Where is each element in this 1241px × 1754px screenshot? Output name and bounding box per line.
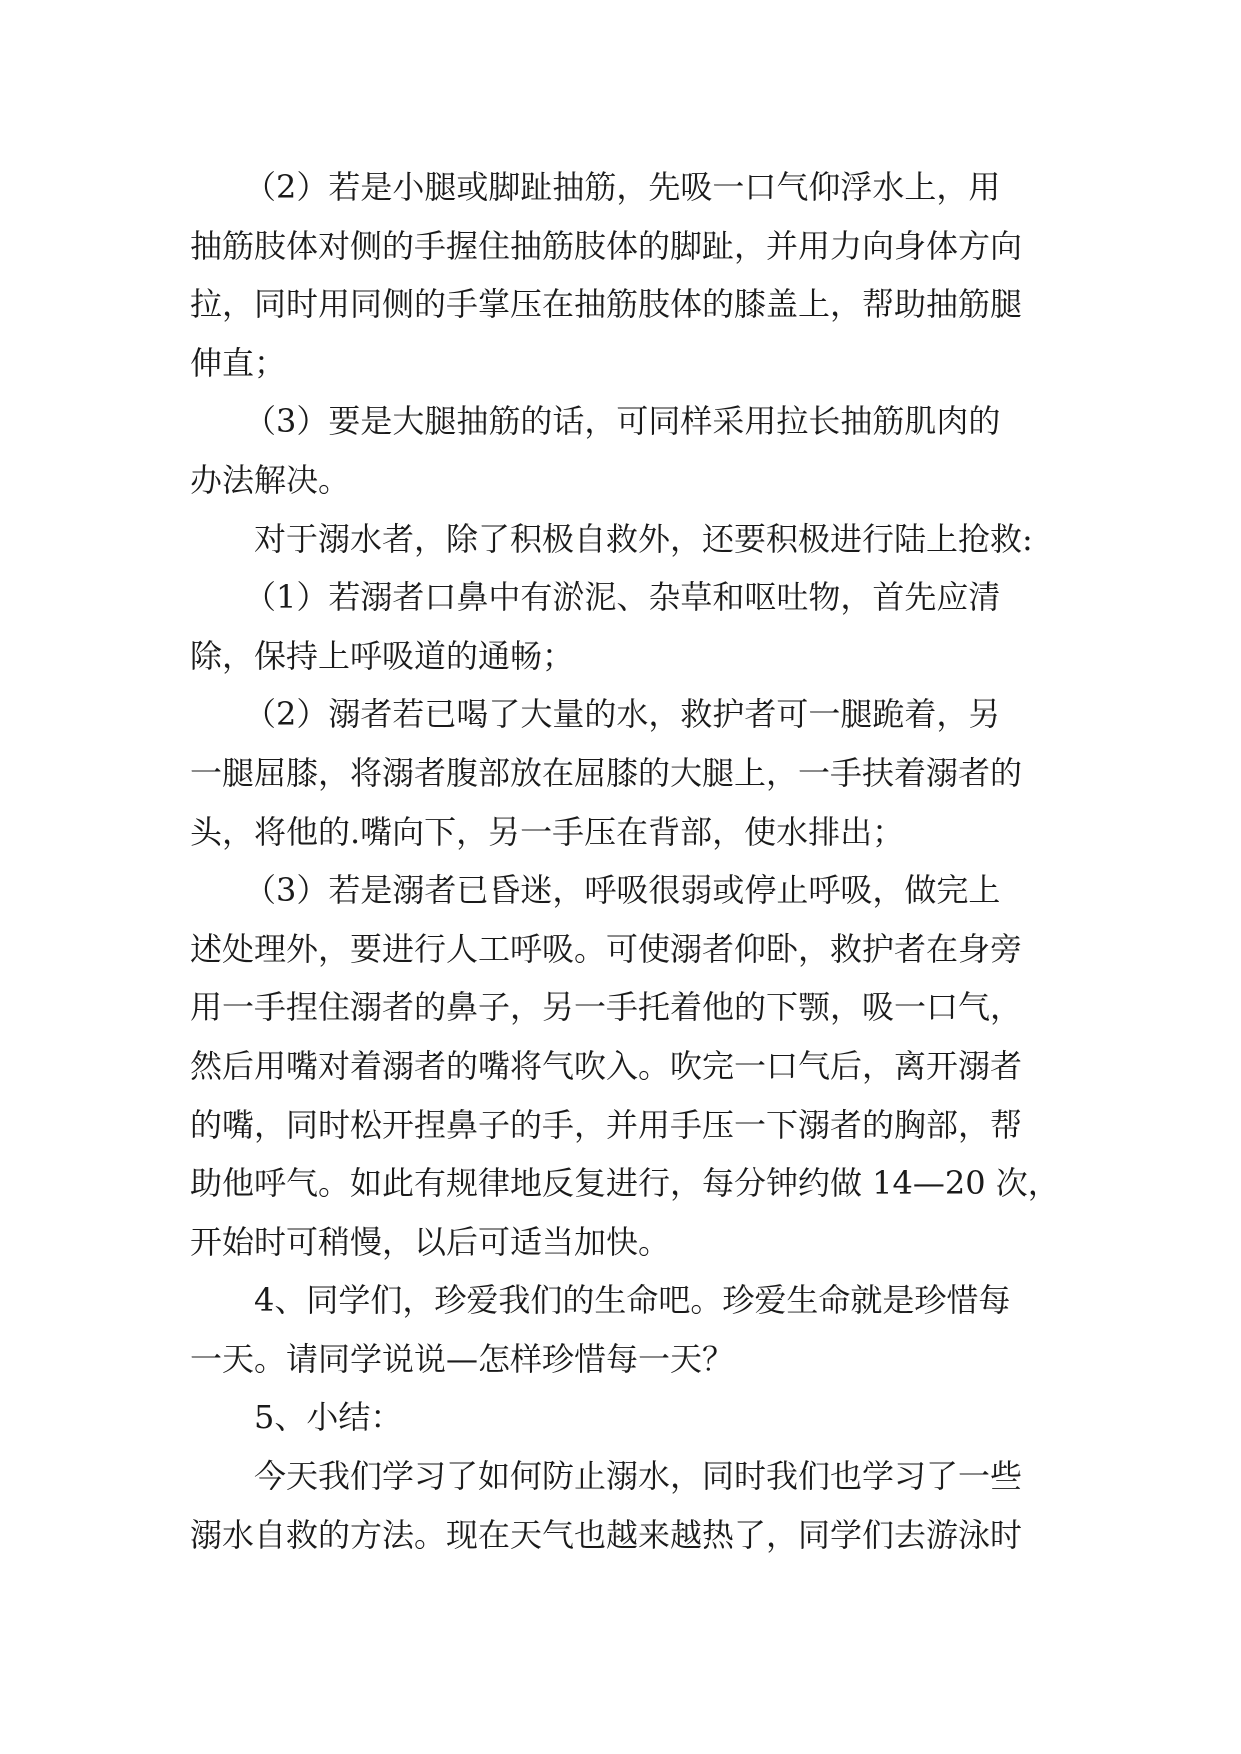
text-line: 除，保持上呼吸道的通畅；: [190, 636, 575, 675]
text-line: 一腿屈膝，将溺者腹部放在屈膝的大腿上，一手扶着溺者的: [190, 753, 1023, 792]
text-line: 溺水自救的方法。现在天气也越来越热了，同学们去游泳时: [190, 1515, 1023, 1554]
text-line: 4、同学们，珍爱我们的生命吧。珍爱生命就是珍惜每: [254, 1281, 1011, 1320]
text-line: 5、小结：: [254, 1398, 403, 1437]
document-body: [190, 158, 1060, 1564]
text-line: 办法解决。: [190, 460, 351, 499]
text-line: 拉，同时用同侧的手掌压在抽筋肢体的膝盖上，帮助抽筋腿: [190, 285, 1023, 324]
text-line: 开始时可稍慢，以后可适当加快。: [190, 1222, 671, 1261]
text-line: 的嘴，同时松开捏鼻子的手，并用手压一下溺者的胸部，帮: [190, 1105, 1023, 1144]
text-line: 对于溺水者，除了积极自救外，还要积极进行陆上抢救:: [254, 519, 1033, 558]
text-line: 抽筋肢体对侧的手握住抽筋肢体的脚趾，并用力向身体方向: [190, 226, 1023, 265]
text-line: 今天我们学习了如何防止溺水，同时我们也学习了一些: [254, 1457, 1023, 1496]
text-line: （2）溺者若已喝了大量的水，救护者可一腿跪着，另: [244, 695, 1001, 734]
text-line: 述处理外，要进行人工呼吸。可使溺者仰卧，救护者在身旁: [190, 929, 1023, 968]
text-line: 然后用嘴对着溺者的嘴将气吹入。吹完一口气后，离开溺者: [190, 1046, 1023, 1085]
text-line: （2）若是小腿或脚趾抽筋，先吸一口气仰浮水上，用: [244, 168, 1001, 206]
text-line: 用一手捏住溺者的鼻子，另一手托着他的下颚，吸一口气，: [190, 988, 1023, 1027]
text-line: （1）若溺者口鼻中有淤泥、杂草和呕吐物，首先应清: [244, 578, 1001, 617]
text-line: 伸直；: [190, 343, 287, 382]
text-line: 一天。请同学说说—怎样珍惜每一天？: [190, 1339, 735, 1378]
text-line: 助他呼气。如此有规律地反复进行，每分钟约做 14—20 次，: [190, 1164, 1060, 1203]
text-line: 头，将他的.嘴向下，另一手压在背部，使水排出；: [190, 812, 905, 851]
text-line: （3）要是大腿抽筋的话，可同样采用拉长抽筋肌肉的: [244, 402, 1001, 441]
text-line: （3）若是溺者已昏迷，呼吸很弱或停止呼吸，做完上: [244, 871, 1001, 910]
